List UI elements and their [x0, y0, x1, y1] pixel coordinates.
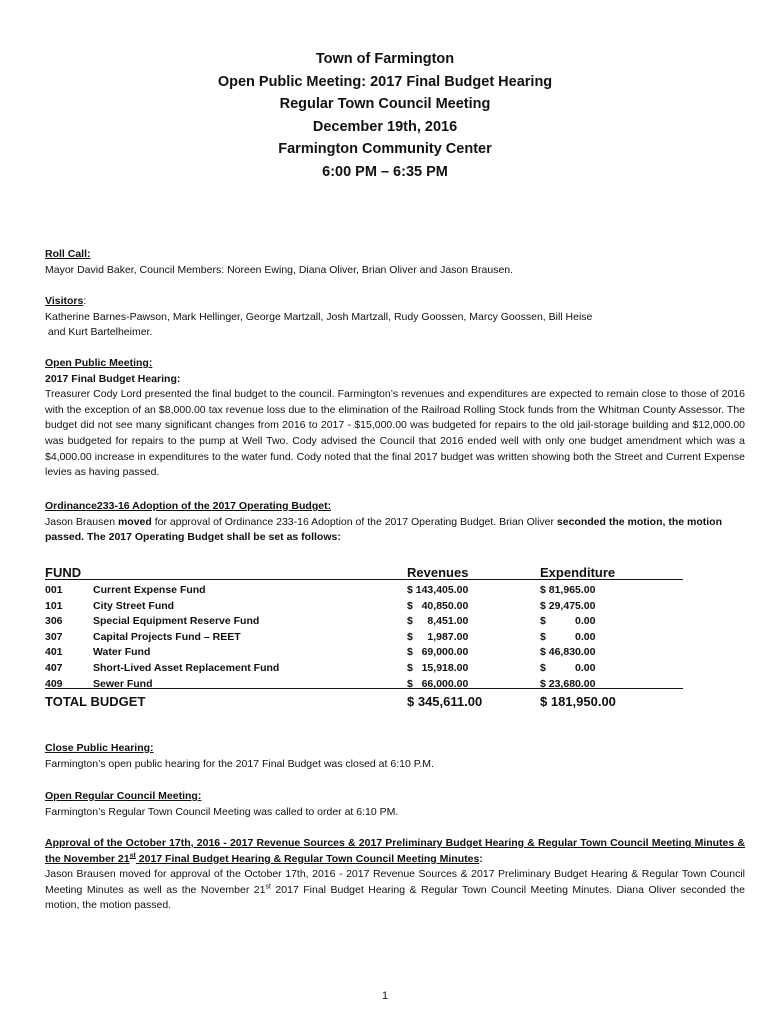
header-location: Farmington Community Center	[278, 141, 492, 157]
visitors-line-2: and Kurt Bartelheimer.	[45, 326, 153, 339]
fund-revenue: $ 143,405.00	[407, 584, 469, 596]
budget-row	[45, 630, 745, 646]
fund-code: 407	[45, 661, 63, 674]
budget-hearing-text: Treasurer Cody Lord presented the final budget to the council. Farmington’s revenues and expenditures are expected to remain close to those of 2016 with the exception of an $8,000.00 tax revenue loss due to the elimination of the Railroad Rolling Stock funds from the Whitman County Assessor. The budget did not see many significant changes from 2016 to 2017 - $15,000.00 was budgeted for repairs to the old jail-storage building and $12,000.00 was budgeted for repairs to the pump at Well Two. Cody advised the Council that 2016 ended well with only one budget amendment which was a $4,000.00 increase in expenditures to the water fund. Cody noted that the final 2017 budget was written showing both the Street and Current Expense levies as having passed.	[45, 388, 745, 479]
fund-name: Special Equipment Reserve Fund	[93, 615, 260, 628]
close-hearing-section	[45, 741, 745, 772]
open-regular-text: Farmington’s Regular Town Council Meeting was called to order at 6:10 PM.	[45, 805, 399, 818]
header-date: December 19th, 2016	[312, 118, 458, 135]
fund-expenditure: $ 0.00	[540, 615, 596, 628]
fund-revenue: $ 69,000.00	[407, 646, 469, 659]
budget-row	[45, 645, 745, 661]
fund-column-header: FUND	[45, 565, 82, 580]
fund-expenditure: $ 0.00	[540, 661, 596, 674]
fund-code: 307	[45, 630, 63, 643]
budget-row	[45, 677, 745, 693]
roll-call-heading: Roll Call:	[45, 248, 91, 260]
visitors-heading: Visitors	[45, 295, 84, 307]
fund-code: 306	[45, 615, 63, 628]
budget-row	[45, 583, 745, 599]
meeting-header	[0, 48, 770, 183]
total-expenditure: $ 181,950.00	[540, 694, 616, 710]
approval-text-b: 2017 Final Budget Hearing & Regular Town Council Meeting Minutes. Diana Oliver seconded the motion, the motion passed.	[45, 883, 745, 912]
fund-code: 001	[45, 584, 63, 596]
open-public-meeting-heading: Open Public Meeting:	[45, 357, 153, 369]
open-public-meeting-section	[45, 356, 745, 481]
ordinance-moved: moved	[117, 515, 152, 528]
fund-name: Sewer Fund	[93, 677, 153, 690]
approval-heading-colon: :	[479, 852, 483, 865]
budget-table	[45, 563, 745, 712]
visitors-section	[45, 294, 745, 341]
fund-code: 401	[45, 646, 63, 659]
budget-bottom-rule	[45, 688, 683, 689]
approval-text-sup: st	[265, 883, 271, 891]
approval-section	[45, 836, 745, 914]
fund-name: City Street Fund	[93, 599, 175, 612]
visitors-colon: :	[83, 295, 87, 307]
approval-text	[45, 867, 745, 914]
fund-revenue: $ 40,850.00	[407, 599, 469, 612]
approval-heading	[45, 836, 745, 867]
header-meeting-title: Open Public Meeting: 2017 Final Budget Hearing	[217, 73, 553, 90]
fund-expenditure: $ 29,475.00	[540, 599, 596, 612]
budget-total-row	[45, 692, 745, 712]
budget-row	[45, 614, 745, 630]
approval-heading-sup: st	[129, 852, 136, 860]
fund-revenue: $ 15,918.00	[407, 661, 469, 674]
ordinance-text	[45, 515, 745, 546]
roll-call-text: Mayor David Baker, Council Members: Noreen Ewing, Diana Oliver, Brian Oliver and Jason Brausen.	[45, 263, 514, 276]
budget-row	[45, 661, 745, 677]
fund-name: Current Expense Fund	[93, 584, 206, 596]
fund-expenditure: $ 46,830.00	[540, 646, 596, 659]
visitors-line-1: Katherine Barnes-Pawson, Mark Hellinger, George Martzall, Josh Martzall, Rudy Goossen, Marcy Goossen, Bill Heise	[45, 310, 593, 323]
roll-call-section	[45, 247, 745, 278]
fund-revenue: $ 66,000.00	[407, 677, 469, 690]
fund-code: 409	[45, 677, 63, 690]
fund-name: Capital Projects Fund – REET	[93, 630, 241, 643]
fund-name: Water Fund	[93, 646, 151, 659]
budget-table-header	[45, 563, 745, 583]
ordinance-seconded: seconded the motion, the motion passed. The 2017 Operating Budget shall be set as follows:	[45, 515, 722, 544]
close-hearing-heading: Close Public Hearing:	[45, 742, 154, 754]
budget-row	[45, 599, 745, 615]
fund-revenue: $ 8,451.00	[407, 615, 469, 628]
budget-hearing-subheading: 2017 Final Budget Hearing:	[45, 372, 181, 385]
fund-expenditure: $ 0.00	[540, 630, 596, 643]
fund-expenditure: $ 81,965.00	[540, 584, 596, 596]
budget-rows	[45, 583, 745, 692]
fund-code: 101	[45, 599, 63, 612]
open-regular-section	[45, 789, 745, 820]
approval-heading-b: 2017 Final Budget Hearing & Regular Town Council Meeting Minutes	[135, 852, 480, 865]
fund-revenue: $ 1,987.00	[407, 630, 469, 643]
header-time: 6:00 PM – 6:35 PM	[322, 163, 448, 180]
header-council-meeting: Regular Town Council Meeting	[279, 96, 491, 112]
expenditure-column-header: Expenditure	[540, 565, 616, 580]
revenues-column-header: Revenues	[407, 565, 469, 580]
total-budget-label: TOTAL BUDGET	[45, 694, 146, 710]
approval-heading-a: Approval of the October 17th, 2016 - 2017 Revenue Sources & 2017 Preliminary Budget Hearing & Regular Town Council Meeting Minutes & the November 21	[45, 837, 745, 865]
ordinance-heading: Ordinance233-16 Adoption of the 2017 Operating Budget:	[45, 500, 332, 512]
ordinance-text-a: Jason Brausen	[45, 515, 118, 528]
header-town: Town of Farmington	[315, 51, 455, 67]
page-number: 1	[381, 990, 389, 1002]
ordinance-text-c: for approval of Ordinance 233-16 Adoption of the 2017 Operating Budget. Brian Oliver	[151, 515, 557, 528]
fund-name: Short-Lived Asset Replacement Fund	[93, 661, 280, 674]
fund-expenditure: $ 23,680.00	[540, 677, 596, 690]
close-hearing-text: Farmington’s open public hearing for the 2017 Final Budget was closed at 6:10 P.M.	[45, 757, 434, 770]
approval-text-a: Jason Brausen moved for approval of the October 17th, 2016 - 2017 Revenue Sources & 2017 Preliminary Budget Hearing & Regular Town Council Meeting Minutes as well as the November 21	[45, 868, 745, 896]
ordinance-section	[45, 499, 745, 546]
open-regular-heading: Open Regular Council Meeting:	[45, 790, 202, 802]
total-revenue: $ 345,611.00	[407, 694, 483, 710]
